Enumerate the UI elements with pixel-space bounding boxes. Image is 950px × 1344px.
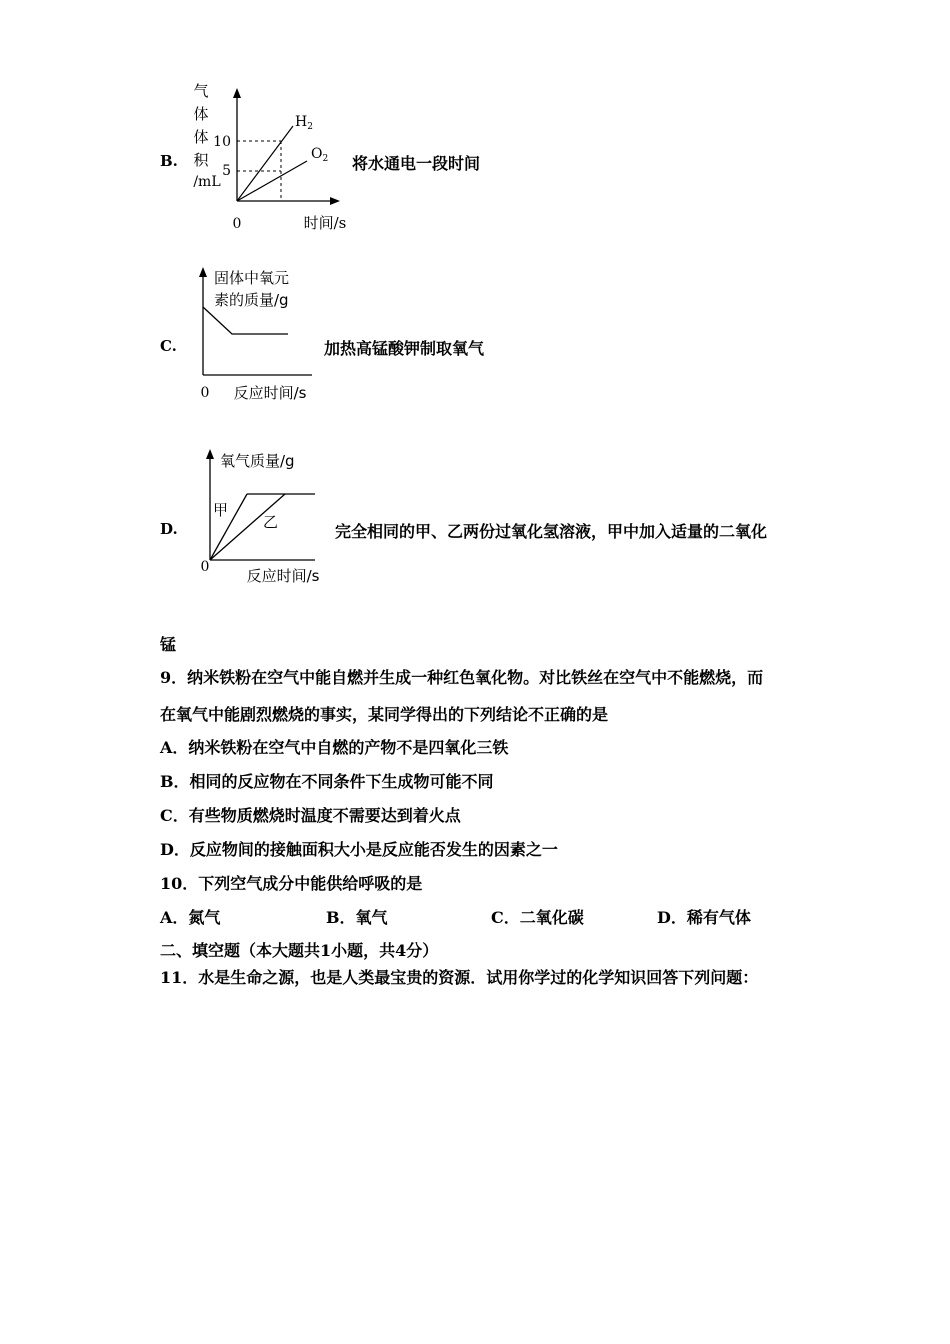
q10-stem: 10．下列空气成分中能供给呼吸的是 [160, 874, 423, 893]
graph-c-ylabel-line1: 固体中氧元 [214, 269, 290, 287]
graph-b-label-o2: $O_2$ [311, 146, 329, 164]
q11-stem: 11．水是生命之源，也是人类最宝贵的资源．试用你学过的化学知识回答下列问题： [160, 968, 759, 987]
graph-b-xlabel: 时间/s [303, 214, 347, 232]
graph-d-label-yi: 乙 [263, 513, 279, 531]
q9-stem-line1: 9．纳米铁粉在空气中能自燃并生成一种红色氧化物。对比铁丝在空气中不能燃烧，而 [160, 668, 764, 687]
option-b-graph [185, 78, 365, 238]
q10-option-c: C．二氧化碳 [491, 908, 584, 927]
graph-d-ylabel: 氧气质量/g [220, 452, 295, 470]
option-c-graph [190, 262, 330, 407]
graph-b-ylabel-3: 体 [193, 128, 209, 146]
q10-option-a: A．氮气 [160, 908, 221, 927]
q9-option-c: C．有些物质燃烧时温度不需要达到着火点 [160, 806, 461, 825]
q9-option-b: B．相同的反应物在不同条件下生成物可能不同 [160, 772, 494, 791]
option-b-description: 将水通电一段时间 [352, 154, 481, 173]
q10-option-d: D．稀有气体 [657, 908, 751, 927]
option-c-description: 加热高锰酸钾制取氧气 [324, 339, 485, 358]
graph-b-line-h2 [237, 126, 293, 201]
graph-b-ylabel-4: 积 [193, 151, 209, 169]
graph-b-y-arrow [233, 88, 241, 98]
graph-c-origin: 0 [200, 385, 210, 401]
section2-heading: 二、填空题（本大题共1小题，共4分） [160, 941, 439, 960]
option-d-label: D. [160, 520, 178, 538]
q9-option-d: D．反应物间的接触面积大小是反应能否发生的因素之一 [160, 840, 558, 859]
graph-b-origin: 0 [232, 216, 242, 232]
q10-option-b: B．氧气 [326, 908, 388, 927]
graph-d-origin: 0 [200, 559, 210, 575]
graph-c-xlabel: 反应时间/s [233, 384, 307, 402]
q9-stem-line2: 在氧气中能剧烈燃烧的事实，某同学得出的下列结论不正确的是 [160, 705, 609, 724]
graph-b-x-arrow [330, 197, 340, 205]
graph-b-ylabel-1: 气 [193, 82, 209, 100]
graph-d-xlabel: 反应时间/s [246, 567, 320, 585]
option-b-label: B. [160, 152, 178, 170]
graph-b-ylabel-2: 体 [193, 105, 209, 123]
option-d-continuation: 锰 [160, 635, 177, 654]
graph-d-label-jia: 甲 [213, 501, 229, 519]
option-d-description: 完全相同的甲、乙两份过氧化氢溶液，甲中加入适量的二氧化 [335, 522, 768, 541]
graph-b-tick-5: 5 [222, 163, 231, 179]
option-d-graph [195, 443, 335, 591]
option-c-label: C. [160, 337, 177, 355]
graph-c-ylabel-line2: 素的质量/g [214, 291, 289, 309]
graph-c-y-arrow [199, 267, 207, 277]
graph-b-line-o2 [237, 161, 307, 201]
q9-option-a: A．纳米铁粉在空气中自燃的产物不是四氧化三铁 [160, 738, 509, 757]
graph-b-tick-10: 10 [213, 134, 231, 150]
graph-d-y-arrow [206, 449, 214, 459]
graph-b-label-h2: $H_2$ [295, 114, 313, 132]
graph-c-curve [203, 307, 288, 334]
graph-b-ylabel-unit: /mL [193, 174, 221, 190]
